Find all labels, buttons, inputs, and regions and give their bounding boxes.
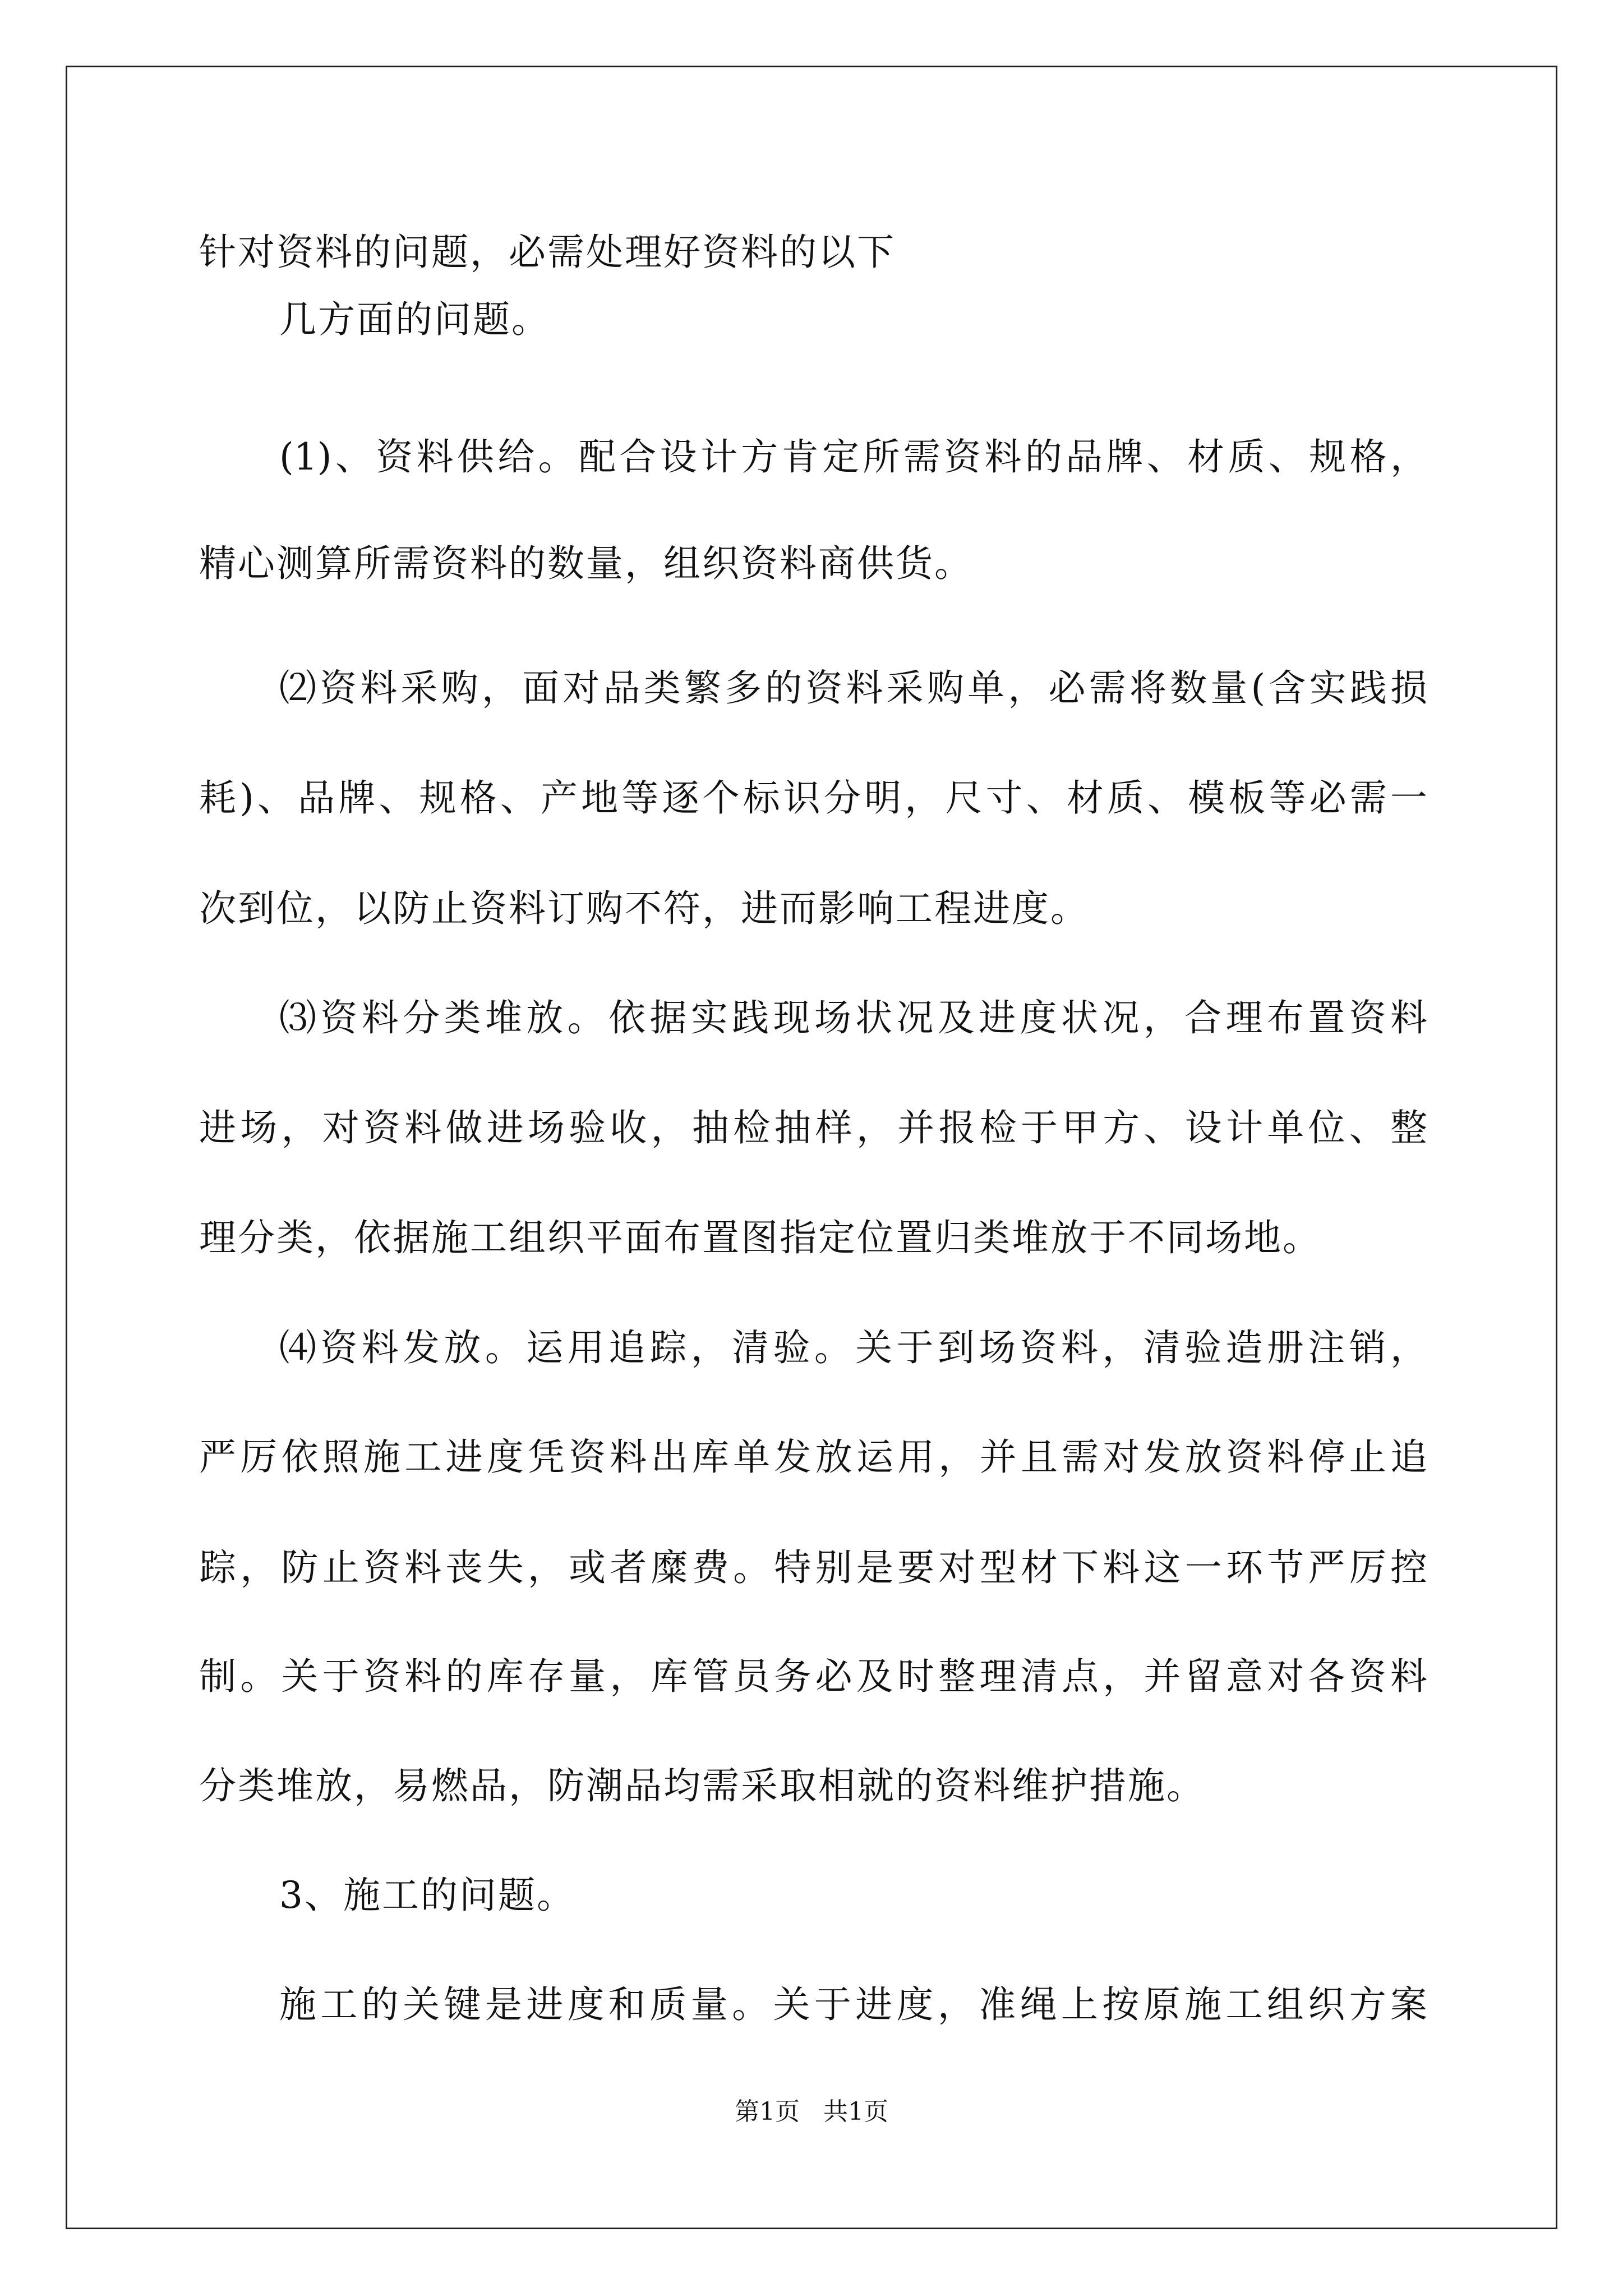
text-line: (1)、资料供给。配合设计方肯定所需资料的品牌、材质、规格， <box>279 435 1427 478</box>
text-line: 几方面的问题。 <box>279 298 550 341</box>
text-line: 踪，防止资料丧失，或者糜费。特别是要对型材下料这一环节严厉控 <box>199 1546 1427 1589</box>
page-number-footer: 第1页 共1页 <box>735 2097 888 2126</box>
text-line: ⑷资料发放。运用追踪，清验。关于到场资料，清验造册注销， <box>279 1326 1427 1369</box>
text-line: 耗)、品牌、规格、产地等逐个标识分明，尺寸、材质、模板等必需一 <box>199 776 1427 820</box>
text-line: 施工的关键是进度和质量。关于进度，准绳上按原施工组织方案 <box>279 1983 1427 2026</box>
text-line: 制。关于资料的库存量，库管员务必及时整理清点，并留意对各资料 <box>199 1655 1427 1698</box>
text-line: 分类堆放，易燃品，防潮品均需采取相就的资料维护措施。 <box>199 1764 1205 1807</box>
text-line: 3、施工的问题。 <box>279 1874 575 1917</box>
text-line: ⑵资料采购，面对品类繁多的资料采购单，必需将数量(含实践损 <box>279 666 1427 710</box>
text-line: 次到位，以防止资料订购不符，进而影响工程进度。 <box>199 887 1089 930</box>
text-line: 理分类，依据施工组织平面布置图指定位置归类堆放于不同场地。 <box>199 1216 1321 1259</box>
text-line: ⑶资料分类堆放。依据实践现场状况及进度状况，合理布置资料 <box>279 996 1427 1039</box>
text-line: 针对资料的问题，必需处理好资料的以下 <box>199 231 896 274</box>
text-line: 精心测算所需资料的数量，组织资料商供货。 <box>199 542 973 585</box>
text-line: 严厉依照施工进度凭资料出库单发放运用，并且需对发放资料停止追 <box>199 1435 1427 1479</box>
text-line: 进场，对资料做进场验收，抽检抽样，并报检于甲方、设计单位、整 <box>199 1106 1427 1149</box>
